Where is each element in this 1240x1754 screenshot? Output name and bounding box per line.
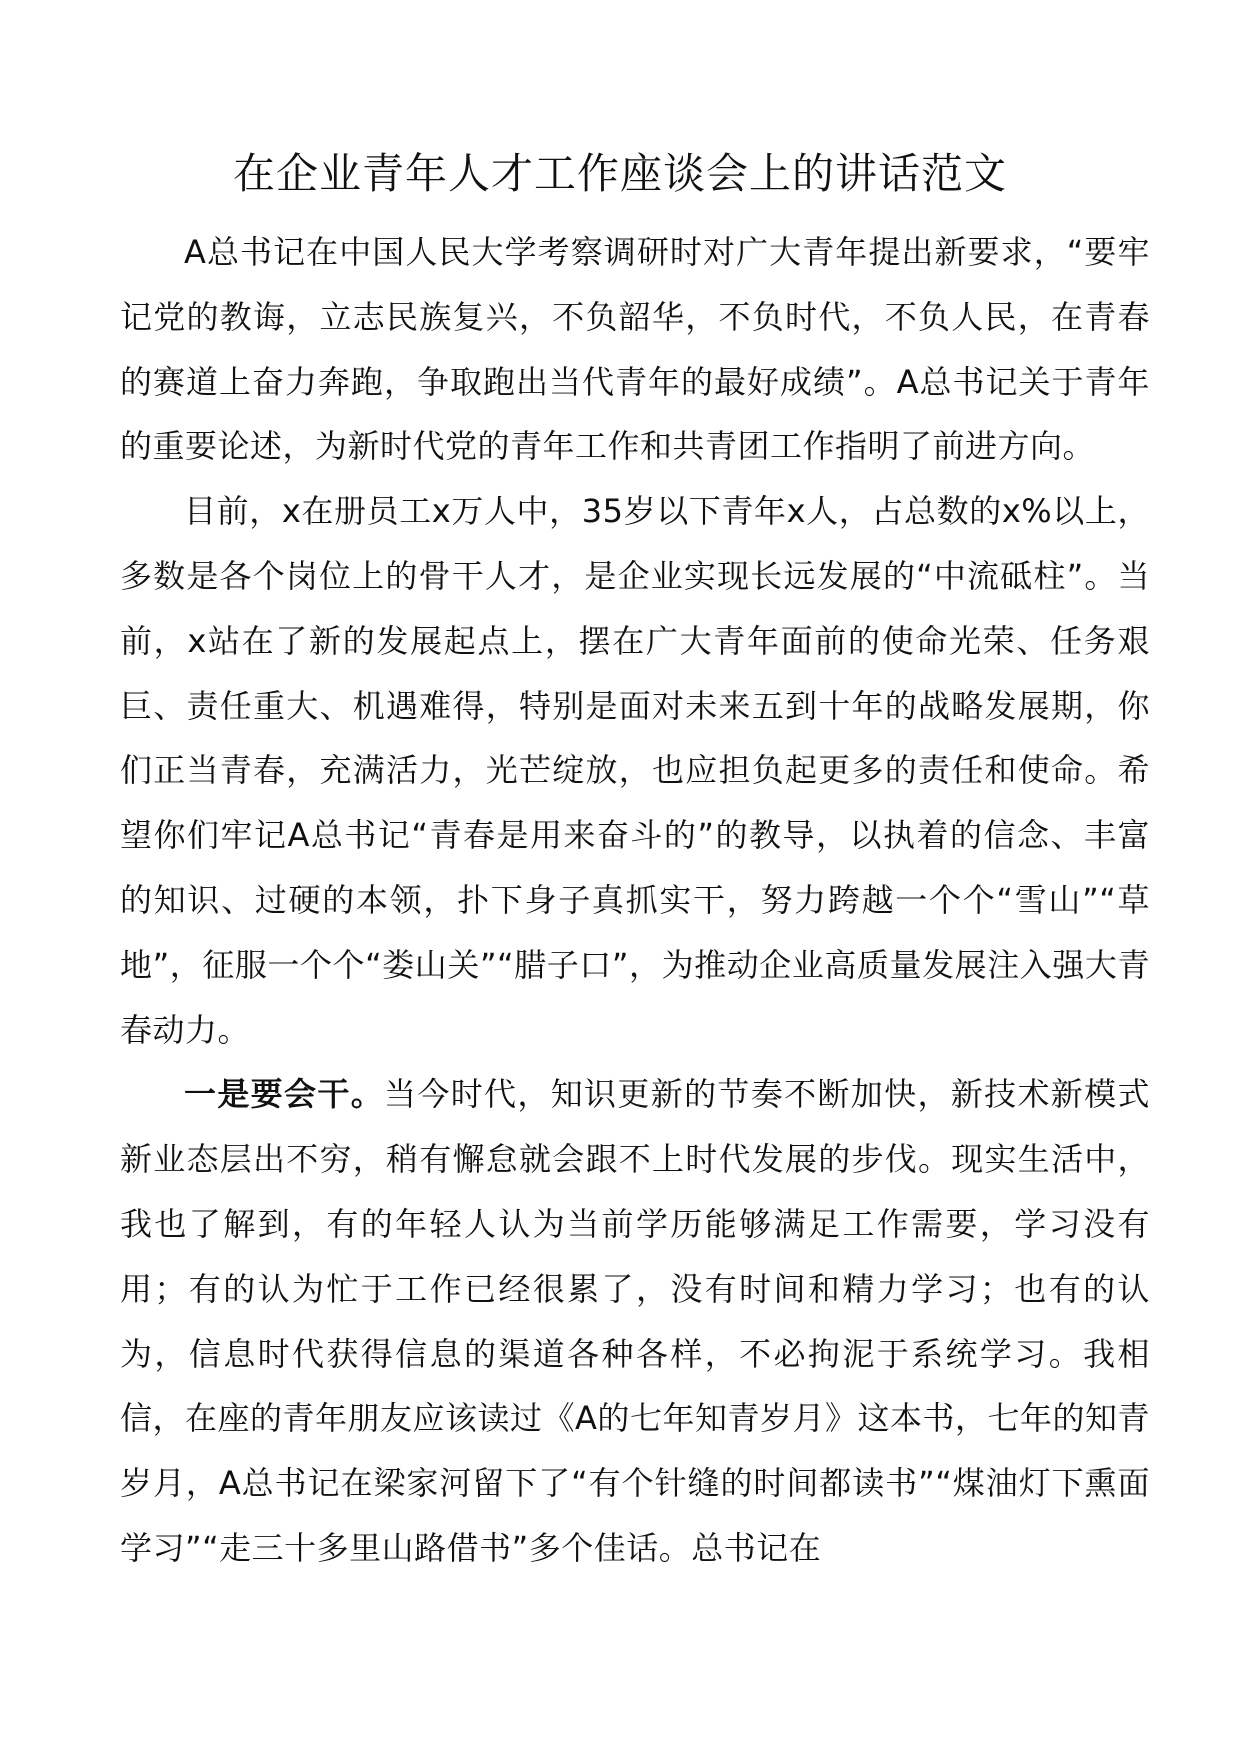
document-title: 在企业青年人才工作座谈会上的讲话范文 (232, 149, 1007, 198)
paragraph-3 (120, 1062, 1150, 1580)
paragraph-1-text: A总书记在中国人民大学考察调研时对广大青年提出新要求，“要牢记党的教诲，立志民族复兴，不负韶华，不负时代，不负人民，在青春的赛道上奋力奔跑，争取跑出当代青年的最好成绩”。A总书记关于青年的重要论述，为新时代党的青年工作和共青团工作指明了前进方向。 (120, 233, 1150, 466)
paragraph-2-text: 目前，x在册员工x万人中，35岁以下青年x人，占总数的x%以上，多数是各个岗位上的骨干人才，是企业实现长远发展的“中流砥柱”。当前，x站在了新的发展起点上，摆在广大青年面前的使命光荣、任务艰巨、责任重大、机遇难得，特别是面对未来五到十年的战略发展期，你们正当青春，充满活力，光芒绽放，也应担负起更多的责任和使命。希望你们牢记A总书记“青春是用来奋斗的”的教导，以执着的信念、丰富的知识、过硬的本领，扑下身子真抓实干，努力跨越一个个“雪山”“草地”，征服一个个“娄山关”“腊子口”，为推动企业高质量发展注入强大青春动力。 (120, 492, 1150, 1049)
paragraph-1 (120, 220, 1150, 479)
document-body (120, 220, 1150, 1581)
paragraph-2 (120, 479, 1150, 1062)
paragraph-3-lead: 一是要会干。 (184, 1075, 385, 1114)
paragraph-3-text: 当今时代，知识更新的节奏不断加快，新技术新模式新业态层出不穷，稍有懈怠就会跟不上时代发展的步伐。现实生活中，我也了解到，有的年轻人认为当前学历能够满足工作需要，学习没有用；有的认为忙于工作已经很累了，没有时间和精力学习；也有的认为，信息时代获得信息的渠道各种各样，不必拘泥于系统学习。我相信，在座的青年朋友应该读过《A的七年知青岁月》这本书，七年的知青岁月，A总书记在梁家河留下了“有个针缝的时间都读书”“煤油灯下熏面学习”“走三十多里山路借书”多个佳话。总书记在 (120, 1075, 1150, 1567)
